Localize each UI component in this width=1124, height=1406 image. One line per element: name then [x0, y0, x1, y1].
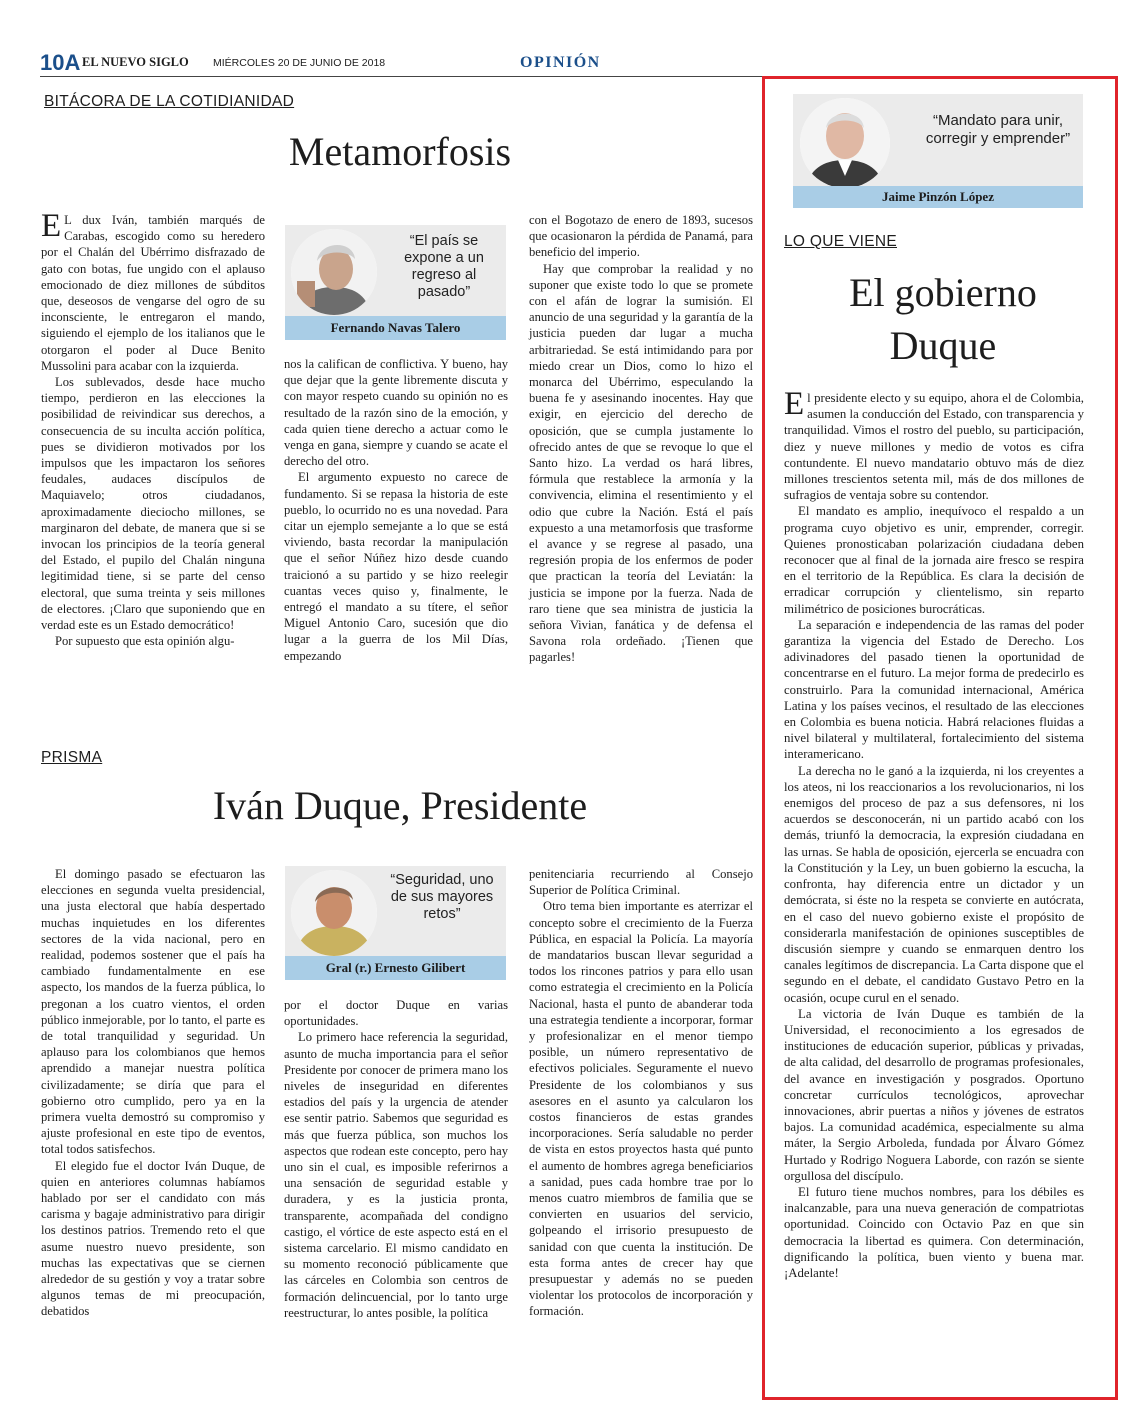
article1-column-1 [41, 208, 265, 649]
article3-author-name: Jaime Pinzón López [793, 186, 1083, 208]
portrait-photo-icon [291, 229, 377, 315]
article2-column-1 [41, 866, 265, 1320]
paragraph: El mandato es amplio, inequívoco el respaldo a un programa cuyo objetivo es unir, emprender, corregir. Quienes pronosticaban polarización ciudadana deben reconocer que al final de la jornada aire fresco se respira en el territorio de la República. Es clara la decisión de erradicar corrupción y clientelismo, sin reparto milimétrico de posiciones burocráticas. [784, 504, 1084, 616]
article2-author-box [285, 866, 506, 980]
paragraph: La separación e independencia de las ramas del poder garantiza la vigencia del Estado de Derecho. Los adivinadores del pasado tienen la oportunidad de concentrarse en el futuro. La mejor forma de predecirlo es construirlo. Para la comunidad internacional, América Latina y los países vecinos, el resultado de las elecciones en Colombia es buena noticia. Habrá relaciones fluidas a nivel bilateral y multilateral, fortalecimiento del sistema interamericano. [784, 617, 1084, 762]
paragraph: L dux Iván, también marqués de Carabas, escogido como su heredero por el Chalán del Ubérrimo disfrazado de gato con botas, fue ungido con el aplauso emocionado de diez millones de súbditos que, deseosos de vengarse del ogro de su inconsciente, le entregaron el mando, siguiendo el ejemplo de los italianos que le otorgaron el poder al Duce Benito Mussolini para acabar con la izquierda. [41, 213, 265, 373]
article3-pull-quote: “Mandato para unir, corregir y emprender” [925, 112, 1071, 147]
masthead [40, 50, 1116, 77]
portrait-photo-icon [800, 98, 890, 188]
paragraph: El elegido fue el doctor Iván Duque, de quien en anteriores columnas habíamos hablado por ser el candidato con más carisma y bagaje administrativo para dirigir los destinos patrios. Tremendo reto el que asume nuestro nuevo presidente, son muchas las expectativas que se ciernen alrededor de su gestión y voy a tratar sobre algunos temas de mi preocupación, debatidos [41, 1158, 265, 1319]
paragraph: El argumento expuesto no carece de fundamento. Si se repasa la historia de este pueblo, lo ocurrido no es una novedad. Para citar un ejemplo semejante a lo que se está viviendo, basta recordar la manipulación que el señor Núñez hizo desde cuando traicionó a su partido y se hizo reelegir cuantas veces quiso y, finalmente, le entregó el mandato a su títere, el señor Miguel Antonio Caro, sucesión que dio lugar a la guerra de los Mil Días, empezando [284, 470, 508, 663]
article3-headline-line: El gobierno [849, 270, 1037, 315]
paragraph: penitenciaria recurriendo al Consejo Superior de Política Criminal. [529, 867, 753, 898]
paragraph: El domingo pasado se efectuaron las elecciones en segunda vuelta presidencial, una justa electoral que había despertado muchas inquietudes en los diferentes sectores de la vida nacional, pero en realidad, podemos sostener que el país ha cambiado fundamentalmente en ese aspecto, los mandos de la fuerza pública, lo pregonan a los cuatro vientos, el orden público inmejorable, por lo tanto, el parte es de total tranquilidad y seguridad. Un aplauso para los colombianos que hemos aprendido a manejar nuestra política civilizadamente; se diría que para el gobierno otro cumplido, pero ya en la primera vuelta demostró su compromiso y ajuste profesional en este tipo de eventos, total todos satisfechos. [41, 867, 265, 1157]
portrait-photo-icon [291, 870, 377, 956]
article1-headline: Metamorfosis [288, 129, 512, 174]
issue-date: MIÉRCOLES 20 DE JUNIO DE 2018 [213, 57, 386, 69]
article3-body [784, 386, 1084, 1281]
paragraph: Lo primero hace referencia la seguridad, asunto de mucha importancia para el señor Presidente por conocer de primera mano los niveles de inseguridad en diferentes estadios del país y la urgencia de atender ese sentir patrio. Sabemos que seguridad es más que fuerza pública, son muchos los aspectos que rodean este concepto, pero hay uno sin el cual, es imposible referirnos a una sensación de seguridad estable y duradera, y es la justicia pronta, transparente, acompañada del condigno castigo, el vórtice de este aspecto está en el sistema carcelario. El mismo candidato en su momento reconoció públicamente que las cárceles en Colombia son centros de formación delincuencial, por lo tanto urge reestructurar, lo antes posible, la política [284, 1030, 508, 1320]
article3-dropcap: E [784, 386, 805, 422]
paragraph: Por supuesto que esta opinión algu- [55, 634, 235, 649]
article1-pull-quote: “El país se expone a un regreso al pasado” [404, 233, 484, 300]
article1-kicker: BITÁCORA DE LA COTIDIANIDAD [44, 93, 295, 110]
paragraph: El futuro tiene muchos nombres, para los débiles es inalcanzable, para una nueva generación de compatriotas oportunidad. Coincido con Octavio Paz en que sin democracia la libertad es quimera. Con determinación, dignificando la política, buen viento y buena mar. ¡Adelante! [784, 1184, 1084, 1280]
paragraph: por el doctor Duque en varias oportunidades. [284, 998, 508, 1029]
paragraph: La derecha no le ganó a la izquierda, ni los creyentes a los ateos, ni los reaccionarios a los revolucionarios, ni los enemigos del proceso de paz a sus defensores, ni los acuerdos se desconocerán, ni un partido acabó con los demás, triunfó la democracia, la expresión ciudadana en las urnas. Se habla de oposición, ejercerla se encuadra con la Constitución y la Ley, un buen gobierno la escucha, la confronta, hay diferencia entre un dictador y un demócrata, si éste no la respeta se convierte en autócrata, en el caso del nuevo gobierno existe el propósito de considerarla manifestación de opiniones susceptibles de discusión siempre y cuando se enmarquen dentro los canales legítimos de discrepancia. La Carta dispone que el segundo en el debate, el candidato Gustavo Petro en la ocasión, ocupe curul en el senado. [784, 763, 1084, 1005]
paragraph: La victoria de Iván Duque es también de la Universidad, el reconocimiento a los egresados de instituciones de educación superior, públicas y privadas, de alta calidad, del desarrollo de programas profesionales, del avance en investigación y posgrados. Oportuno concretar currículos tecnológicos, aprovechar innovaciones, abrir puertas a niños y jóvenes de estratos bajos. La comunidad académica, especialmente su alma máter, la Sergio Arboleda, fundada por Álvaro Gómez Hurtado y Rodrigo Noguera Laborde, con razón se siente orgullosa del discípulo. [784, 1006, 1084, 1183]
section-title: OPINIÓN [520, 54, 601, 71]
paragraph: con el Bogotazo de enero de 1893, sucesos que ocasionaron la pérdida de Panamá, para beneficio del imperio. [529, 213, 753, 260]
article3-headline [770, 266, 1116, 372]
article2-pull-quote: “Seguridad, uno de sus mayores retos” [390, 872, 494, 922]
article1-dropcap: E [41, 208, 62, 244]
paragraph: nos la califican de conflictiva. Y bueno, hay que dejar que la gente libremente discuta y con mayor respeto cuando su opinión no es resultado de la razón sino de la emoción, y cada quien tiene derecho a actuar como le venga en gana, siempre y cuando se acate el derecho del otro. [284, 357, 508, 469]
article3-author-box [793, 94, 1083, 208]
newspaper-name: EL NUEVO SIGLO [82, 55, 189, 69]
article2-column-3 [529, 866, 753, 1320]
paragraph: Los sublevados, desde hace mucho tiempo, perdieron en las elecciones la posibilidad de reivindicar sus derechos, a consecuencia de su inculta acción política, pues se dividieron motivados por los impulsos que les impactaron los señores feudales, audaces discípulos de Maquiavelo; otros ciudadanos, aproximadamente dieciocho millones, se marginaron del debate, de manera que si se invocan los principios de la teoría general del Estado, el pupilo del Chalán ninguna legitimidad tiene, si se parte del censo electoral, que suma treinta y seis millones de electores. ¡Claro que suponiendo que en verdad este es un Estado democrático! [41, 375, 265, 633]
paragraph: Hay que comprobar la realidad y no suponer que existe todo lo que se promete con el afán de lograr la sumisión. El anuncio de una seguridad y la garantía de la justicia pueden dar lugar a mucha arbitrariedad. Se está intimidando para por miedo crear un Dios, como lo hizo el monarca del Ubérrimo, especulando la buena fe y asesinando inocentes. Hay que exigir, en ejercicio del derecho de oposición, que se cumpla justamente lo ofrecido antes de que se revoque lo que el Santo hizo. La verdad os hará libres, fórmula que restablece la armonía y la convivencia, elimina el resentimiento y el odio que cubre la Nación. Está el país expuesto a una metamorfosis que trasforme el avance y se regrese al pasado, una regresión propia de los enfermos de poder que practican la teoría del Leviatán: la justicia se impone por la fuerza. Nada de raro tiene que sea ministra de justicia la señora Vivian, fanática y de defensa el Savona rola ordeñado. ¡Tienen que pagarles! [529, 261, 753, 665]
article1-column-2 [284, 356, 508, 664]
page-number: 10A [40, 50, 81, 75]
article3-headline-line: Duque [889, 323, 997, 368]
article2-author-name: Gral (r.) Ernesto Gilibert [285, 956, 506, 980]
article2-column-2 [284, 997, 508, 1321]
paragraph: Otro tema bien importante es aterrizar el concepto sobre el crecimiento de la Fuerza Pública, en espacial la Policía. La mayoría de mandatarios buscan llevar seguridad a todos los rincones patrios y para ello usan como estrategia el crecimiento en la Policía Nacional, hasta el punto de abanderar toda una estrategia tendiente a incorporar, formar y profesionalizar en el menor tiempo posible, un número representativo de efectivos policiales. Seguramente el nuevo Presidente de los colombianos y sus asesores en el asunto ya calcularon los costos financieros de estas grandes incorporaciones. Sería saludable no perder de vista en estos proyectos hasta qué punto el aumento de hombres agrega beneficiarios a sanidad, pues cada hombre trae por lo menos cuatro miembros de familia que se convierten en usuarios del servicio, golpeando el irrisorio presupuesto de sanidad con que cuenta la institución. De esta forma antes de crecer hay que presupuestar y además no se pueden violentar los protocolos de incorporación y formación. [529, 899, 753, 1319]
article2-headline: Iván Duque, Presidente [212, 783, 588, 828]
article3-kicker: LO QUE VIENE [784, 233, 897, 250]
article2-kicker: PRISMA [41, 749, 103, 766]
article1-column-3 [529, 212, 753, 666]
article1-author-box [285, 225, 506, 340]
paragraph: l presidente electo y su equipo, ahora el de Colombia, asumen la conducción del Estado, con transparencia y tranquilidad. Vimos el rostro del pueblo, su participación, diez y nueve millones y medio de votos es cifra contundente. El nuevo mandatario obtuvo más de diez millones trescientos setenta mil, más de dos millones de sufragios de ventaja sobre su contendor. [784, 391, 1084, 503]
article1-author-name: Fernando Navas Talero [285, 316, 506, 340]
